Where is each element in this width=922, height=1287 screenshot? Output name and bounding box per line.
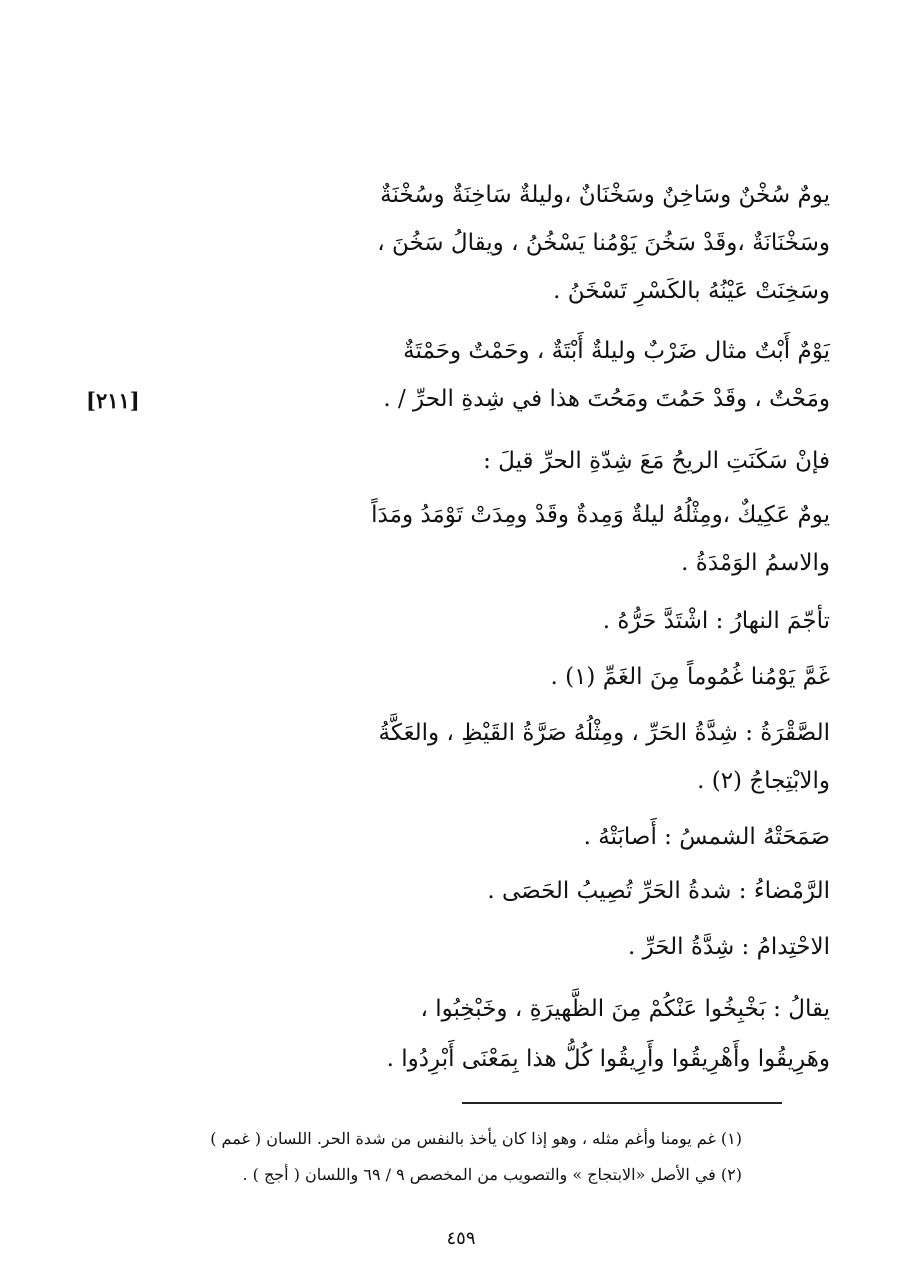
text-line: ومَحْتٌ ، وقَدْ حَمُتَ ومَحُتَ هذا في شِدةِ الحرِّ / . (383, 386, 830, 412)
text-line: يَوْمٌ أَبْتٌ مثال ضَرْبٌ وليلةٌ أَبْتَةٌ ، وحَمْتٌ وحَمْتَةٌ (403, 338, 830, 364)
footnote-divider (462, 1102, 782, 1104)
text-line: وسَخِنَتْ عَيْنُهُ بالكَسْرِ تَسْخَنُ . (553, 278, 830, 304)
text-line: تأجّمَ النهارُ : اشْتَدَّ حَرُّهُ . (602, 608, 830, 634)
footnote: (٢) في الأصل «الابتجاج » والتصويب من المخصص ٩ / ٦٩ واللسان ( أجج ) . (242, 1165, 742, 1184)
text-line: فإنْ سَكَنَتِ الريحُ مَعَ شِدّةِ الحرِّ قيلَ : (483, 448, 830, 474)
text-line: غَمَّ يَوْمُنا غُمُوماً مِنَ الغَمِّ (١) . (550, 664, 830, 690)
page-marker: [٢١١] (86, 388, 140, 413)
text-line: وسَخْنَانَةٌ ،وقَدْ سَخُنَ يَوْمُنا يَسْخُنُ ، ويقالُ سَخُنَ ، (377, 230, 830, 256)
text-line: الصَّقْرَةُ : شِدَّةُ الحَرِّ ، ومِثْلُهُ صَرَّةُ القَيْظِ ، والعَكَّةُ (378, 720, 830, 746)
text-line: يومٌ عَكِيكٌ ،ومِثْلُهُ ليلةٌ وَمِدةٌ وقَدْ ومِدَتْ تَوْمَدُ ومَدَاً (371, 502, 830, 528)
text-line: الاحْتِدامُ : شِدَّةُ الحَرِّ . (627, 934, 830, 960)
page-number: ٤٥٩ (446, 1228, 476, 1249)
text-line: يقالُ : بَخْبِخُوا عَنْكُمْ مِنَ الظَّهيرَةِ ، وخَبْخِبُوا ، (420, 996, 830, 1022)
footnote: (١) غم يومنا وأغم مثله ، وهو إذا كان يأخذ بالنفس من شدة الحر. اللسان ( غمم ) (210, 1129, 742, 1148)
text-line: والاسمُ الوَمْدَةُ . (681, 550, 830, 576)
text-line: والابْتِجاجُ (٢) . (697, 768, 830, 794)
text-line: يومٌ سُخْنٌ وسَاخِنٌ وسَخْنَانٌ ،وليلةٌ سَاخِنَةٌ وسُخْنَةٌ (380, 182, 830, 208)
text-line: صَمَحَتْهُ الشمسُ : أَصابَتْهُ . (583, 824, 830, 850)
text-line: الرَّمْضاءُ : شدةُ الحَرِّ تُصِيبُ الحَصَى . (487, 878, 830, 904)
text-line: وهَرِيقُوا وأَهْرِيقُوا وأَرِيقُوا كُلُّ هذا بِمَعْنَى أَبْرِدُوا . (386, 1046, 830, 1072)
